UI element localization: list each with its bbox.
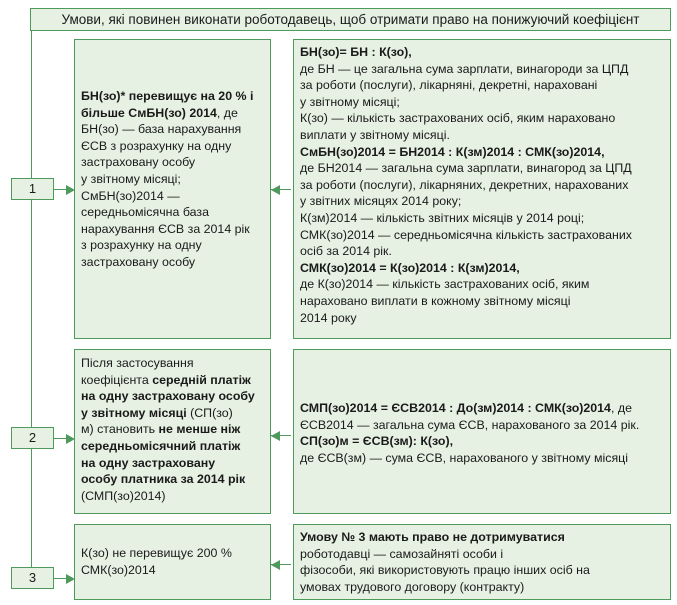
explanation-1-line-6: виплати у звітному місяці. — [300, 127, 450, 142]
explanation-box-3 — [293, 524, 671, 600]
condition-1-line-8: середньомісячна база — [81, 205, 209, 220]
explanation-1-line-16: нараховано виплати в кожному звітному місяці — [300, 293, 571, 308]
row-number-2: 2 — [11, 427, 54, 449]
condition-2-line-1: Після застосування — [81, 356, 194, 370]
explanation-3-line-3: фізособи, які використовують працю інших осіб на — [300, 563, 590, 578]
condition-2-line-8: особу платника за 2014 рік — [81, 472, 246, 487]
condition-1-line-3: БН(зо) — база нарахування — [81, 122, 242, 137]
condition-2-line-6: середньомісячний платіж — [81, 438, 241, 453]
explanation-1-line-15: де К(зо)2014 — кількість застрахованих осіб, яким — [300, 277, 590, 292]
formula-sp: СП(зо)м = ЄСВ(зм): К(зо), — [300, 434, 454, 449]
condition-1-line-1: БН(зо)* перевищує на 20 % і — [81, 89, 254, 103]
arrow-to-left-box-3-from-right — [271, 560, 280, 570]
explanation-1-line-8: де БН2014 — загальна сума зарплати, винагород за ЦПД — [300, 161, 632, 176]
condition-box-2 — [74, 349, 271, 514]
explanation-1-line-9: за роботи (послуги), лікарняних, декретних, нарахованих — [300, 177, 629, 192]
condition-1-line-11: застраховану особу — [81, 254, 196, 269]
explanation-2-line-4: де ЄСВ(зм) — сума ЄСВ, нарахованого у звітному місяці — [300, 450, 629, 465]
formula-smp: СМП(зо)2014 = ЄСВ2014 : До(зм)2014 : СМК(зо)2014 — [300, 401, 611, 415]
explanation-2-line-2: ЄСВ2014 — загальна сума ЄСВ, нарахованого за 2014 рік. — [300, 417, 640, 432]
condition-1-line-10: з розрахунку на одну — [81, 238, 202, 253]
condition-1-line-6: у звітному місяці; — [81, 171, 181, 186]
arrow-to-left-box-1-from-right — [271, 185, 280, 195]
condition-3-line-1: К(зо) не перевищує 200 % — [81, 546, 232, 560]
condition-2-line-9: (СМП(зо)2014) — [81, 488, 166, 503]
explanation-box-1 — [293, 39, 671, 339]
arrow-to-left-box-2-from-right — [271, 431, 280, 441]
condition-2-line-5: м) становить — [81, 422, 159, 437]
explanation-3-line-4: умовах трудового договору (контракту) — [300, 579, 525, 594]
explanation-1-line-12: СМК(зо)2014 — середньомісячна кількість застрахованих — [300, 227, 632, 242]
condition-1-line-7: СмБН(зо)2014 — — [81, 188, 180, 203]
explanation-1-line-10: у звітних місяцях 2014 року; — [300, 194, 462, 209]
condition-1-line-4: ЄСВ з розрахунку на одну — [81, 138, 232, 153]
condition-2-line-5-bold: не менше ніж — [158, 422, 241, 437]
formula-smbn: СмБН(зо)2014 = БН2014 : К(зм)2014 : СМК(зо)2014, — [300, 144, 605, 159]
explanation-1-line-4: у звітному місяці; — [300, 94, 400, 109]
explanation-1-line-5: К(зо) — кількість застрахованих осіб, яким нараховано — [300, 111, 616, 126]
row-number-3: 3 — [11, 567, 54, 589]
explanation-3-line-1: Умову № 3 мають право не дотримуватися — [300, 530, 565, 544]
explanation-1-line-11: К(зм)2014 — кількість звітних місяців у 2014 році; — [300, 210, 585, 225]
condition-1-line-2-suffix: , де — [216, 105, 238, 120]
condition-2-line-2-bold: середній платіж — [152, 372, 251, 387]
diagram-title: Умови, які повинен виконати роботодавець, щоб отримати право на понижуючий коефіцієнт — [30, 8, 671, 31]
condition-2-line-2: коефіцієнта — [81, 372, 153, 387]
condition-box-1 — [74, 39, 271, 339]
condition-1-line-2: більше СмБН(зо) 2014 — [81, 105, 217, 120]
explanation-1-line-17: 2014 року — [300, 310, 357, 325]
condition-2-line-4: у звітному місяці — [81, 405, 187, 420]
condition-box-3 — [74, 524, 271, 600]
formula-bn: БН(зо)= БН : К(зо), — [300, 45, 412, 59]
condition-3-line-2: СМК(зо)2014 — [81, 562, 156, 577]
explanation-box-2 — [293, 349, 671, 514]
condition-1-line-5: застраховану особу — [81, 155, 196, 170]
formula-smp-suffix: , де — [610, 401, 632, 415]
explanation-1-line-3: за роботи (послуги), лікарняні, декретні, нараховані — [300, 78, 598, 93]
formula-smk: СМК(зо)2014 = К(зо)2014 : К(зм)2014, — [300, 260, 520, 275]
main-connector-line — [31, 31, 32, 581]
condition-2-line-7: на одну застраховану — [81, 455, 216, 470]
condition-2-line-3: на одну застраховану особу — [81, 389, 255, 404]
explanation-1-line-13: осіб за 2014 рік. — [300, 244, 392, 259]
explanation-1-line-2: де БН — це загальна сума зарплати, винагороди за ЦПД — [300, 61, 629, 76]
condition-1-line-9: нарахування ЄСВ за 2014 рік — [81, 221, 250, 236]
condition-2-line-4-suffix: (СП(зо) — [186, 405, 233, 420]
row-number-1: 1 — [11, 178, 54, 200]
explanation-3-line-2: роботодавці — самозайняті особи і — [300, 546, 504, 561]
